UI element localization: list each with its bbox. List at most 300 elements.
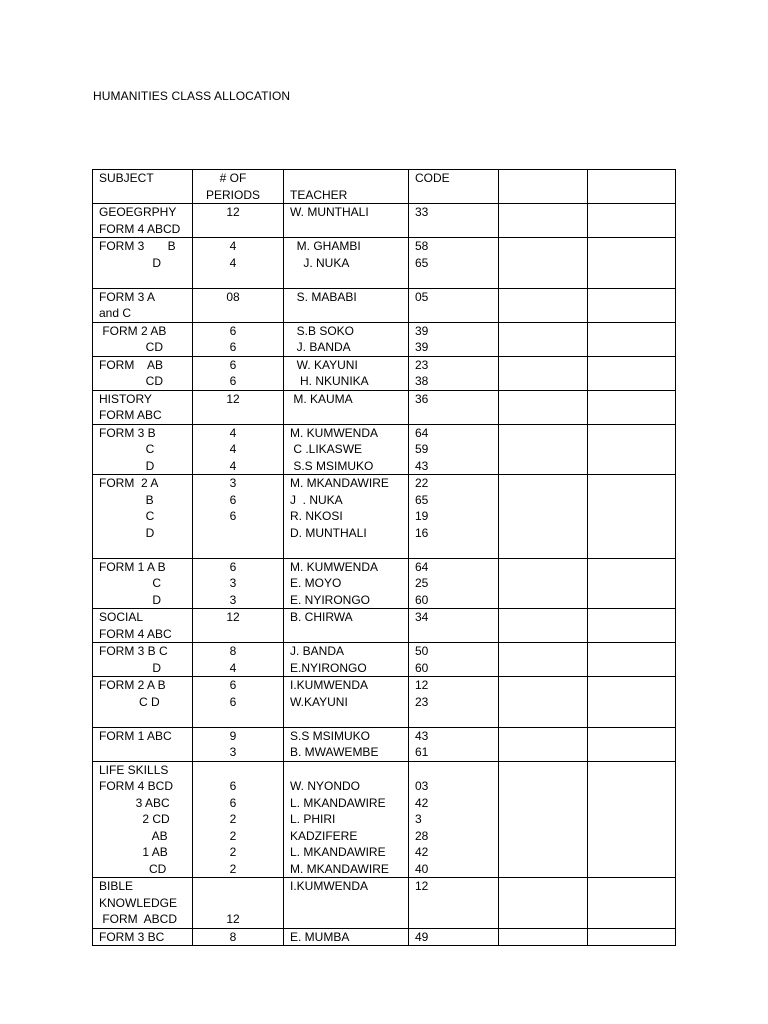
empty-cell: [588, 558, 676, 609]
periods-cell: [193, 424, 284, 475]
code-cell: [409, 609, 499, 643]
cell-line: [284, 170, 408, 187]
cell-line: 65: [415, 255, 429, 270]
cell-line: 22: [415, 476, 429, 490]
empty-cell: [499, 288, 588, 322]
cell-line: 60: [415, 592, 429, 607]
cell-line: 4: [229, 239, 237, 253]
cell-line: D: [99, 592, 162, 607]
empty-cell: [499, 761, 588, 878]
subject-cell: [93, 878, 193, 929]
cell-line: [284, 541, 408, 558]
code-cell: [409, 928, 499, 946]
cell-line: [193, 407, 283, 424]
cell-line: C D: [99, 694, 160, 709]
cell-line: KNOWLEDGE: [99, 895, 178, 910]
cell-line: [284, 305, 408, 322]
code-cell: [409, 390, 499, 424]
table-row: [93, 609, 676, 643]
periods-cell: [193, 928, 284, 946]
cell-line: 12: [226, 610, 240, 624]
teacher-cell: [284, 609, 409, 643]
table-row: [93, 928, 676, 946]
cell-line: 3 ABC: [99, 795, 170, 810]
cell-line: CD: [99, 340, 164, 354]
cell-line: S.S MSIMUKO: [290, 728, 371, 743]
cell-line: [284, 271, 408, 288]
periods-cell: [193, 677, 284, 728]
periods-cell: [193, 643, 284, 677]
code-cell: [409, 727, 499, 761]
cell-line: [193, 541, 283, 558]
cell-line: FORM 3 B: [99, 239, 176, 253]
subject-cell: [93, 558, 193, 609]
table-header-row: [93, 170, 676, 204]
cell-line: 49: [415, 929, 429, 944]
cell-line: 36: [415, 391, 429, 406]
empty-cell: [588, 288, 676, 322]
table-row: [93, 204, 676, 238]
cell-line: 33: [415, 205, 429, 219]
periods-cell: [193, 609, 284, 643]
cell-line: D: [99, 458, 155, 473]
code-cell: [409, 238, 499, 289]
empty-cell: [499, 322, 588, 356]
cell-line: [193, 762, 283, 779]
cell-line: [409, 221, 498, 238]
cell-line: SUBJECT: [99, 171, 154, 185]
cell-line: 12: [415, 678, 429, 692]
cell-line: [409, 305, 498, 322]
subject-cell: [93, 609, 193, 643]
table-row: [93, 356, 676, 390]
cell-line: [193, 271, 283, 288]
subject-cell: [93, 727, 193, 761]
code-cell: [409, 322, 499, 356]
cell-line: 38: [415, 374, 429, 388]
code-cell: [409, 761, 499, 878]
cell-line: [409, 626, 498, 643]
cell-line: 3: [229, 476, 237, 490]
cell-line: E. NYIRONGO: [290, 592, 371, 607]
periods-cell: [193, 761, 284, 878]
periods-cell: [193, 288, 284, 322]
cell-line: FORM 4 ABC: [99, 626, 172, 641]
cell-line: FORM AB: [99, 357, 164, 372]
cell-line: S. MABABI: [290, 289, 357, 304]
cell-line: M. KUMWENDA: [290, 559, 378, 574]
cell-line: 6: [229, 492, 237, 507]
cell-line: CD: [99, 374, 164, 388]
code-cell: [409, 643, 499, 677]
cell-line: KADZIFERE: [290, 828, 358, 843]
cell-line: FORM 3 B: [99, 425, 156, 440]
periods-cell: [193, 558, 284, 609]
cell-line: 4: [229, 660, 237, 675]
cell-line: FORM 2 A B: [99, 678, 166, 692]
table-row: [93, 761, 676, 878]
code-cell: [409, 204, 499, 238]
cell-line: W. MUNTHALI: [290, 205, 369, 219]
cell-line: L. PHIRI: [290, 812, 336, 826]
subject-cell: [93, 390, 193, 424]
cell-line: 43: [415, 458, 429, 473]
cell-line: H. NKUNIKA: [290, 374, 369, 388]
cell-line: [409, 187, 498, 204]
cell-line: BIBLE: [99, 879, 134, 893]
empty-cell: [588, 424, 676, 475]
cell-line: 6: [229, 694, 237, 709]
cell-line: 12: [226, 205, 240, 219]
empty-cell: [588, 643, 676, 677]
cell-line: 6: [229, 374, 237, 388]
cell-line: # OF: [219, 171, 247, 185]
cell-line: 3: [229, 576, 237, 590]
empty-cell: [588, 170, 676, 204]
cell-line: PERIODS: [205, 187, 260, 202]
cell-line: I.KUMWENDA: [290, 678, 368, 692]
cell-line: L. MKANDAWIRE: [290, 795, 386, 810]
periods-cell: [193, 878, 284, 929]
cell-line: 39: [415, 340, 429, 354]
table-row: [93, 727, 676, 761]
cell-line: E. MOYO: [290, 576, 342, 590]
cell-line: SOCIAL: [99, 610, 144, 624]
cell-line: E.NYIRONGO: [290, 660, 367, 675]
cell-line: [93, 271, 192, 288]
empty-cell: [588, 727, 676, 761]
cell-line: CODE: [415, 171, 450, 185]
cell-line: [409, 407, 498, 424]
cell-line: 40: [415, 861, 429, 876]
cell-line: 16: [415, 525, 429, 540]
cell-line: 4: [229, 442, 237, 456]
teacher-cell: [284, 727, 409, 761]
cell-line: 64: [415, 425, 429, 440]
subject-cell: [93, 356, 193, 390]
cell-line: FORM 3 A: [99, 289, 156, 304]
cell-line: 6: [229, 509, 237, 523]
cell-line: B: [99, 492, 154, 507]
code-cell: [409, 558, 499, 609]
table-row: [93, 390, 676, 424]
cell-line: 58: [415, 239, 429, 253]
table-row: [93, 238, 676, 289]
empty-cell: [499, 204, 588, 238]
cell-line: S.B SOKO: [290, 323, 355, 338]
cell-line: [409, 710, 498, 727]
cell-line: 6: [229, 678, 237, 692]
cell-line: FORM 2 AB: [99, 323, 167, 338]
cell-line: [284, 895, 408, 912]
cell-line: L. MKANDAWIRE: [290, 845, 386, 859]
cell-line: [284, 911, 408, 928]
subject-cell: [93, 677, 193, 728]
table-row: [93, 643, 676, 677]
periods-cell: [193, 475, 284, 559]
cell-line: D: [99, 255, 162, 270]
empty-cell: [499, 609, 588, 643]
cell-line: 6: [229, 323, 237, 338]
empty-cell: [588, 322, 676, 356]
cell-line: TEACHER: [290, 187, 348, 202]
cell-line: FORM 2 A: [99, 476, 159, 490]
cell-line: 60: [415, 660, 429, 675]
cell-line: FORM 1 A B: [99, 559, 166, 574]
teacher-cell: [284, 390, 409, 424]
cell-line: 4: [229, 255, 237, 270]
cell-line: [193, 710, 283, 727]
document-title: HUMANITIES CLASS ALLOCATION: [93, 89, 291, 103]
table-row: [93, 322, 676, 356]
cell-line: [284, 762, 408, 779]
subject-cell: [93, 928, 193, 946]
code-cell: [409, 878, 499, 929]
empty-cell: [499, 390, 588, 424]
code-cell: [409, 170, 499, 204]
cell-line: I.KUMWENDA: [290, 879, 368, 893]
cell-line: [193, 895, 283, 912]
subject-cell: [93, 424, 193, 475]
empty-cell: [588, 928, 676, 946]
cell-line: FORM 4 BCD: [99, 779, 174, 793]
empty-cell: [588, 609, 676, 643]
empty-cell: [499, 238, 588, 289]
cell-line: 25: [415, 576, 429, 590]
empty-cell: [588, 390, 676, 424]
cell-line: FORM 3 B C: [99, 644, 168, 658]
empty-cell: [499, 643, 588, 677]
cell-line: and C: [99, 306, 132, 320]
code-cell: [409, 424, 499, 475]
subject-cell: [93, 322, 193, 356]
empty-cell: [588, 878, 676, 929]
empty-cell: [499, 928, 588, 946]
teacher-cell: [284, 475, 409, 559]
cell-line: [193, 305, 283, 322]
cell-line: [93, 187, 192, 204]
subject-cell: [93, 288, 193, 322]
cell-line: 9: [229, 728, 237, 743]
subject-cell: [93, 238, 193, 289]
cell-line: 50: [415, 644, 429, 658]
cell-line: 61: [415, 745, 429, 759]
periods-cell: [193, 322, 284, 356]
cell-line: HISTORY: [99, 391, 152, 406]
cell-line: 2: [229, 861, 237, 876]
cell-line: 2 CD: [99, 812, 170, 826]
allocation-table-body: [93, 170, 676, 946]
cell-line: B. CHIRWA: [290, 610, 353, 624]
cell-line: 03: [415, 779, 429, 793]
teacher-cell: [284, 356, 409, 390]
empty-cell: [588, 761, 676, 878]
teacher-cell: [284, 677, 409, 728]
table-row: [93, 288, 676, 322]
cell-line: 3: [229, 745, 237, 759]
empty-cell: [499, 677, 588, 728]
cell-line: 05: [415, 289, 429, 304]
teacher-cell: [284, 761, 409, 878]
cell-line: J. BANDA: [290, 644, 345, 658]
cell-line: 42: [415, 845, 429, 859]
code-cell: [409, 356, 499, 390]
cell-line: 2: [229, 828, 237, 843]
subject-cell: [93, 204, 193, 238]
cell-line: S.S MSIMUKO: [290, 458, 374, 473]
periods-cell: [193, 390, 284, 424]
cell-line: [284, 221, 408, 238]
table-row: [93, 878, 676, 929]
cell-line: 8: [229, 929, 237, 944]
subject-cell: [93, 475, 193, 559]
empty-cell: [588, 356, 676, 390]
allocation-table: [92, 169, 676, 946]
cell-line: 19: [415, 509, 429, 523]
empty-cell: [499, 727, 588, 761]
cell-line: FORM 4 ABCD: [99, 221, 181, 236]
empty-cell: [588, 204, 676, 238]
cell-line: 08: [226, 289, 240, 304]
cell-line: 6: [229, 779, 237, 793]
cell-line: 12: [226, 391, 240, 406]
teacher-cell: [284, 928, 409, 946]
cell-line: 4: [229, 425, 237, 440]
cell-line: D: [99, 525, 155, 540]
cell-line: R. NKOSI: [290, 509, 343, 523]
cell-line: 59: [415, 442, 429, 456]
cell-line: 28: [415, 828, 429, 843]
subject-cell: [93, 170, 193, 204]
cell-line: [193, 626, 283, 643]
cell-line: J. NUKA: [290, 255, 350, 270]
cell-line: [409, 911, 498, 928]
cell-line: 12: [415, 879, 429, 893]
teacher-cell: [284, 288, 409, 322]
cell-line: FORM 1 ABC: [99, 728, 172, 743]
cell-line: [409, 895, 498, 912]
cell-line: [193, 221, 283, 238]
cell-line: [193, 878, 283, 895]
cell-line: LIFE SKILLS: [99, 762, 169, 777]
cell-line: CD: [99, 861, 167, 876]
cell-line: FORM ABC: [99, 408, 162, 422]
cell-line: [284, 407, 408, 424]
cell-line: W.KAYUNI: [290, 694, 348, 709]
periods-cell: [193, 356, 284, 390]
cell-line: 4: [229, 458, 237, 473]
empty-cell: [499, 424, 588, 475]
empty-cell: [499, 475, 588, 559]
cell-line: W. KAYUNI: [290, 357, 358, 372]
empty-cell: [499, 356, 588, 390]
code-cell: [409, 475, 499, 559]
empty-cell: [588, 238, 676, 289]
cell-line: C .LIKASWE: [290, 442, 363, 456]
cell-line: C: [99, 442, 155, 456]
empty-cell: [499, 558, 588, 609]
cell-line: 65: [415, 492, 429, 507]
periods-cell: [193, 204, 284, 238]
cell-line: [409, 271, 498, 288]
cell-line: 43: [415, 728, 429, 743]
cell-line: 2: [229, 845, 237, 859]
cell-line: 8: [229, 644, 237, 658]
cell-line: 23: [415, 357, 429, 372]
cell-line: AB: [99, 828, 168, 843]
teacher-cell: [284, 643, 409, 677]
subject-cell: [93, 643, 193, 677]
cell-line: [93, 744, 192, 761]
code-cell: [409, 288, 499, 322]
cell-line: 42: [415, 795, 429, 810]
cell-line: J. BANDA: [290, 340, 351, 354]
cell-line: 34: [415, 610, 429, 624]
cell-line: C: [99, 509, 155, 523]
code-cell: [409, 677, 499, 728]
subject-cell: [93, 761, 193, 878]
cell-line: M. MKANDAWIRE: [290, 476, 389, 490]
teacher-cell: [284, 238, 409, 289]
cell-line: [93, 710, 192, 727]
cell-line: W. NYONDO: [290, 779, 361, 793]
cell-line: 3: [229, 592, 237, 607]
cell-line: [193, 525, 283, 542]
cell-line: [409, 541, 498, 558]
teacher-cell: [284, 170, 409, 204]
cell-line: 6: [229, 795, 237, 810]
cell-line: M. KUMWENDA: [290, 425, 378, 440]
empty-cell: [499, 170, 588, 204]
cell-line: FORM 3 BC: [99, 929, 165, 944]
teacher-cell: [284, 204, 409, 238]
empty-cell: [499, 878, 588, 929]
empty-cell: [588, 475, 676, 559]
cell-line: D: [99, 660, 162, 675]
cell-line: FORM ABCD: [99, 912, 178, 926]
cell-line: J . NUKA: [290, 492, 343, 507]
cell-line: 39: [415, 323, 429, 338]
cell-line: M. KAUMA: [290, 391, 353, 406]
teacher-cell: [284, 322, 409, 356]
cell-line: D. MUNTHALI: [290, 525, 367, 540]
cell-line: [93, 541, 192, 558]
cell-line: 2: [229, 812, 237, 826]
cell-line: B. MWAWEMBE: [290, 745, 379, 759]
table-row: [93, 677, 676, 728]
periods-cell: [193, 170, 284, 204]
cell-line: M. MKANDAWIRE: [290, 861, 389, 876]
periods-cell: [193, 727, 284, 761]
teacher-cell: [284, 424, 409, 475]
cell-line: [284, 626, 408, 643]
cell-line: 12: [226, 912, 240, 926]
cell-line: E. MUMBA: [290, 929, 350, 944]
cell-line: 6: [229, 340, 237, 354]
table-row: [93, 558, 676, 609]
table-row: [93, 424, 676, 475]
table-row: [93, 475, 676, 559]
teacher-cell: [284, 558, 409, 609]
cell-line: M. GHAMBI: [290, 239, 361, 253]
cell-line: 64: [415, 559, 429, 574]
cell-line: [409, 762, 498, 779]
cell-line: 6: [229, 559, 237, 574]
cell-line: C: [99, 576, 162, 590]
cell-line: 23: [415, 694, 429, 709]
cell-line: GEOEGRPHY: [99, 205, 177, 219]
cell-line: [284, 710, 408, 727]
